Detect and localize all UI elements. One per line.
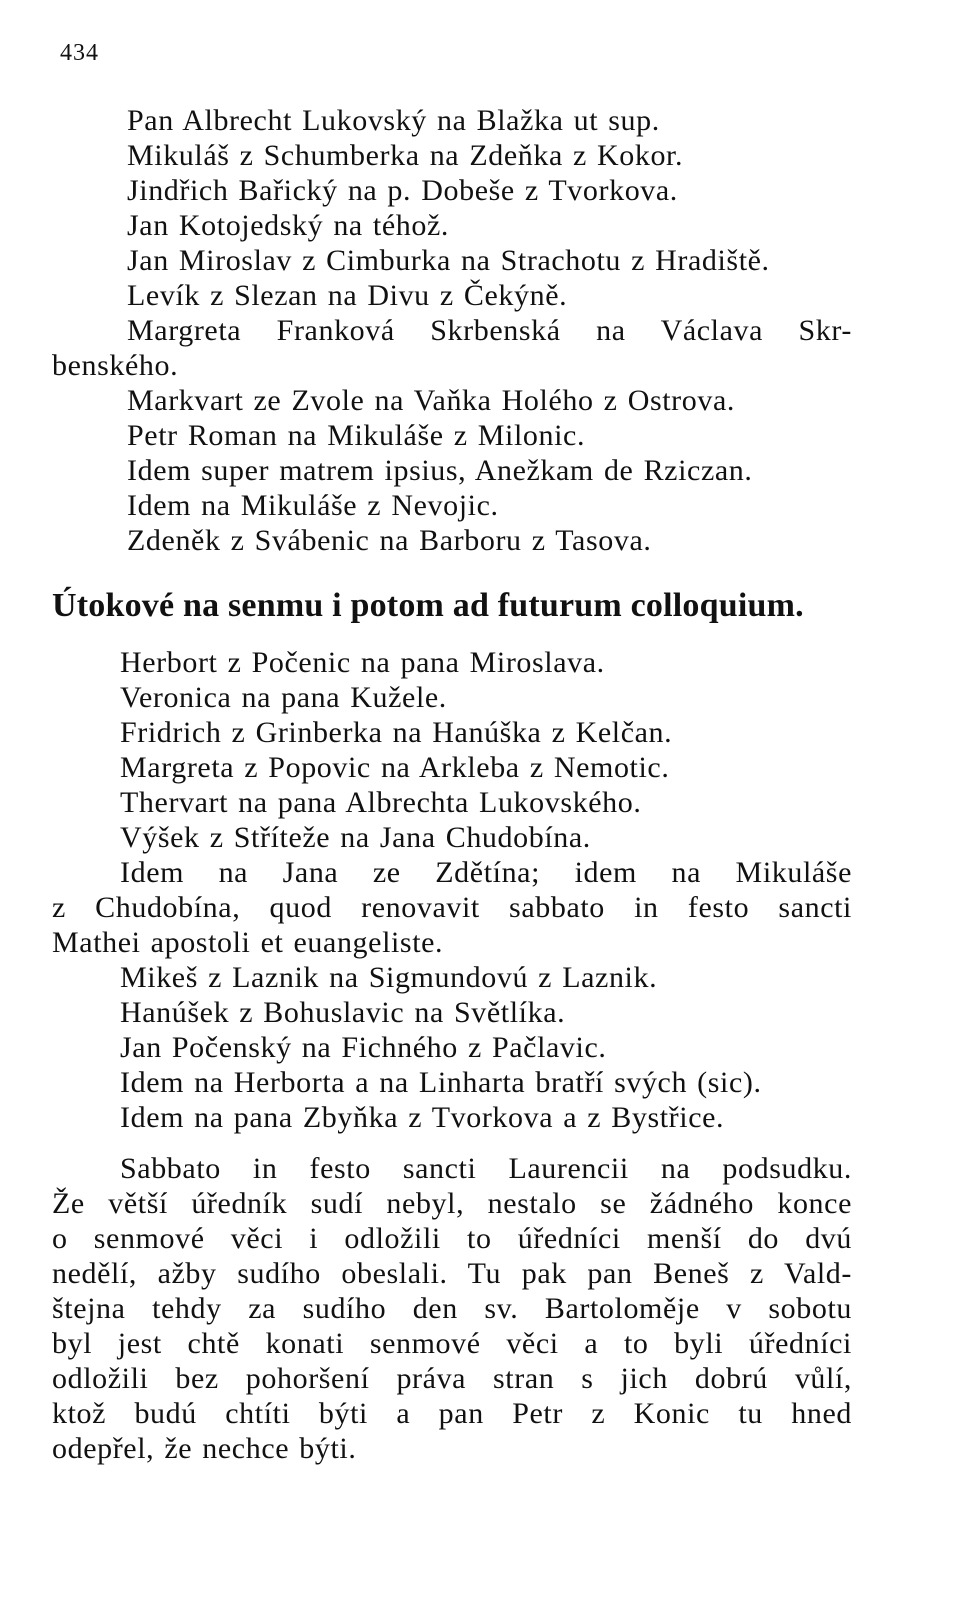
text-line: Hanúšek z Bohuslavic na Světlíka. <box>120 996 566 1029</box>
text-line: Thervart na pana Albrechta Lukovského. <box>120 786 642 819</box>
text-line: Margreta z Popovic na Arkleba z Nemotic. <box>120 751 670 784</box>
entries-list-2 <box>52 645 852 1135</box>
text-line: byl jest chtě konati senmové věci a to byli úředníci <box>52 1327 852 1360</box>
text-line: Petr Roman na Mikuláše z Milonic. <box>127 419 586 452</box>
text-line: z Chudobína, quod renovavit sabbato in festo sancti <box>52 891 852 924</box>
text-line: Margreta Franková Skrbenská na Václava Skr- <box>127 314 852 347</box>
text-line: odložili bez pohoršení práva stran s jich dobrú vůlí, <box>52 1362 852 1395</box>
text-line: Fridrich z Grinberka na Hanúška z Kelčan. <box>120 716 673 749</box>
page-number: 434 <box>60 40 99 66</box>
entries-list-1 <box>52 103 852 558</box>
text-line: Pan Albrecht Lukovský na Blažka ut sup. <box>127 104 660 137</box>
text-line: Že větší úředník sudí nebyl, nestalo se žádného konce <box>52 1187 852 1220</box>
text-line: Mathei apostoli et euangeliste. <box>52 926 444 959</box>
text-line: o senmové věci i odložili to úředníci menší do dvú <box>52 1222 852 1255</box>
text-line: Idem na Herborta a na Linharta bratří svých (sic). <box>120 1066 762 1099</box>
text-line: Idem super matrem ipsius, Anežkam de Rziczan. <box>127 454 753 487</box>
text-line: Sabbato in festo sancti Laurencii na podsudku. <box>120 1152 852 1185</box>
text-line: Výšek z Stříteže na Jana Chudobína. <box>120 821 591 854</box>
text-line: Idem na Jana ze Zdětína; idem na Mikuláše <box>120 856 852 889</box>
text-line: Jan Kotojedský na téhož. <box>127 209 449 242</box>
text-line: Levík z Slezan na Divu z Čekýně. <box>127 279 568 312</box>
text-line: Zdeněk z Svábenic na Barboru z Tasova. <box>127 524 652 557</box>
text-line: Mikuláš z Schumberka na Zdeňka z Kokor. <box>127 139 684 172</box>
text-line: benského. <box>52 349 179 382</box>
text-line: Jan Miroslav z Cimburka na Strachotu z Hradiště. <box>127 244 770 277</box>
text-line: Markvart ze Zvole na Vaňka Holého z Ostrova. <box>127 384 735 417</box>
section-heading: Útokové na senmu i potom ad futurum colloquium. <box>52 587 804 624</box>
text-line: Idem na Mikuláše z Nevojic. <box>127 489 499 522</box>
text-line: Jindřich Bařický na p. Dobeše z Tvorkova. <box>127 174 678 207</box>
text-line: Jan Počenský na Fichného z Pačlavic. <box>120 1031 607 1064</box>
text-line: štejna tehdy za sudího den sv. Bartoloměje v sobotu <box>52 1292 852 1325</box>
text-line: Herbort z Počenic na pana Miroslava. <box>120 646 605 679</box>
text-line: Veronica na pana Kužele. <box>120 681 447 714</box>
text-line: Idem na pana Zbyňka z Tvorkova a z Bystřice. <box>120 1101 725 1134</box>
text-line: odepřel, že nechce býti. <box>52 1432 357 1465</box>
text-line: Mikeš z Laznik na Sigmundovú z Laznik. <box>120 961 658 994</box>
text-line: nedělí, ažby sudího obeslali. Tu pak pan Beneš z Vald- <box>52 1257 852 1290</box>
text-line: ktož budú chtíti býti a pan Petr z Konic tu hned <box>52 1397 852 1430</box>
paragraph <box>52 1151 852 1466</box>
